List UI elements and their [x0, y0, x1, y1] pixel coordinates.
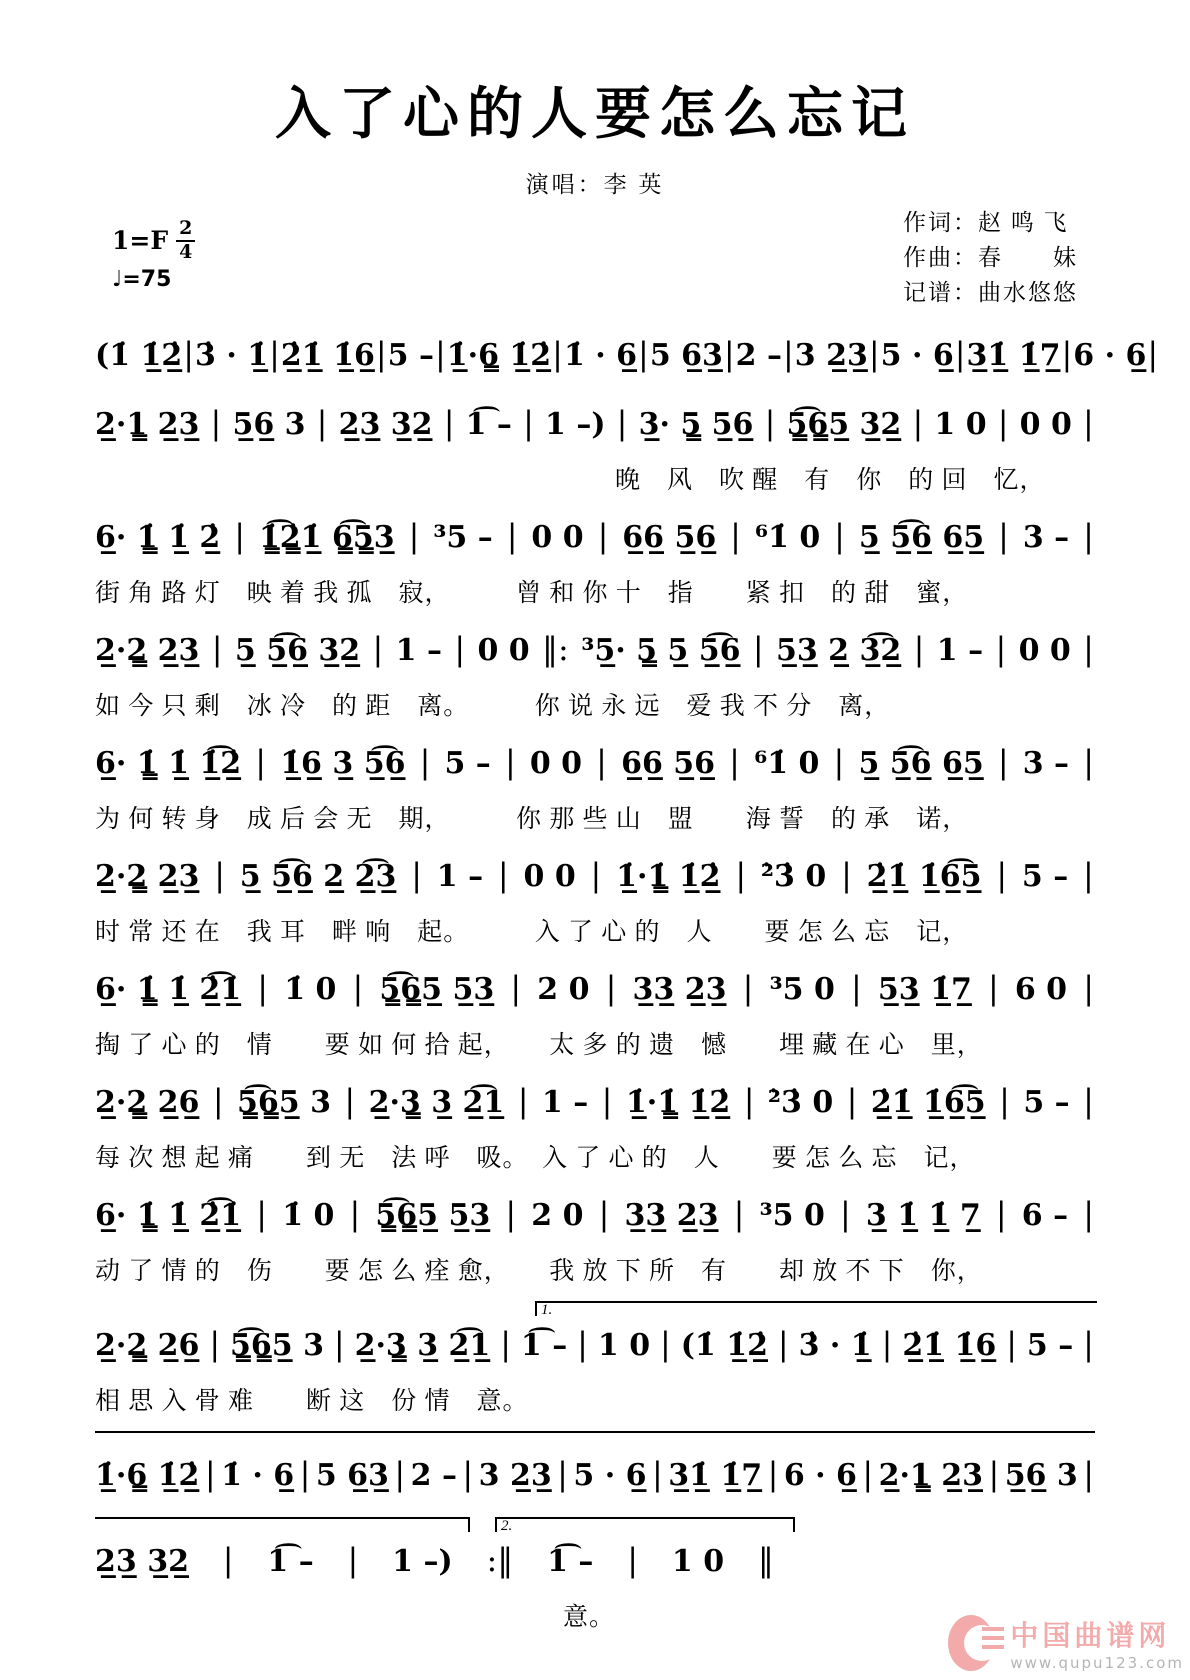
measure: 1̳̇͡2̳̇1̲̇ 6̳͡5̳3̲: [258, 520, 395, 555]
measure: 1̲̇6̲ 3̲ 5̲͡6̲: [280, 746, 406, 781]
volta-1-label: 1.: [541, 1302, 553, 1318]
measure: 6̲· 1̳̇ 1̲̇ 2̲̇͡1̲̇: [95, 972, 242, 1007]
measure: 2̲̇1̲̇ 1̲̇6̲: [280, 338, 375, 373]
measure: 2̲̇1̲̇ 1̲̇6̲͡5̲: [866, 859, 982, 894]
measure: 0 0: [523, 859, 576, 894]
lyrics-line: 晚 风 吹 醒 有 你 的 回 忆，: [95, 467, 1046, 494]
barline: |: [996, 856, 1008, 894]
barline: |: [638, 335, 649, 373]
barline: |: [333, 1325, 345, 1363]
barline: |: [214, 856, 225, 894]
barline: |: [316, 404, 328, 442]
measure: 1̇ · 6̲: [221, 1458, 295, 1493]
barline: |: [601, 1082, 613, 1120]
lyricist-credit: 作词：赵 鸣 飞: [903, 210, 1069, 235]
lyrics-line: 掏 了 心 的 情 要 如 何 拾 起， 太 多 的 遗 憾 埋 藏 在 心 里，: [95, 1032, 983, 1059]
measure: 6̲· 1̳̇ 1̲̇ 1̲̇͡2̲̇: [95, 746, 242, 781]
barline: ‖:: [542, 630, 569, 668]
notation-line: [95, 1455, 1095, 1511]
barline: |: [651, 1455, 663, 1493]
barline: |: [1083, 856, 1094, 894]
measure: 1 –: [395, 633, 442, 668]
measure: 0 0: [529, 746, 583, 781]
notation-line: [95, 969, 1095, 1025]
barline: |: [767, 1455, 779, 1493]
qupu123-logo-icon: [948, 1615, 1004, 1671]
notation-line: [95, 630, 1095, 686]
singer-credit: 演唱：李 英: [525, 172, 665, 197]
measure: 1̇ 0: [282, 1198, 335, 1233]
notation-line: [95, 1082, 1095, 1138]
notation-line: [95, 1541, 775, 1597]
barline: |: [660, 1325, 671, 1363]
notation-line: [95, 743, 1095, 799]
barline: |: [1083, 1082, 1094, 1120]
measure: 2̲·2̳ 2̲3̲: [95, 633, 200, 668]
music-system: [95, 1195, 1095, 1295]
barline: |: [577, 1325, 588, 1363]
measure: 1͡ –: [267, 1544, 314, 1579]
barline: |: [209, 1325, 221, 1363]
barline: |: [504, 743, 516, 781]
measure: 1 –: [541, 1085, 589, 1120]
measure: 5̳͡6̳5̲ 3: [230, 1328, 324, 1363]
music-system: [95, 1082, 1095, 1182]
measure: ³5 0: [769, 972, 835, 1007]
barline: |: [443, 404, 455, 442]
measure: 2 0: [531, 1198, 584, 1233]
barline: |: [256, 1195, 268, 1233]
measure: 2̲·2̳ 2̲6̲: [95, 1328, 200, 1363]
measure: 1̲̇·1̳̇ 1̲̇2̲̇: [616, 859, 721, 894]
barline: |: [394, 1455, 406, 1493]
barline: |: [998, 517, 1009, 555]
measure: ³5̲· 5̳ 5̲ 5̲͡6̲: [581, 633, 741, 668]
measure: 2̲̇1̲̇ 1̲̇6̲: [902, 1328, 997, 1363]
music-system: [95, 969, 1095, 1069]
barline: |: [997, 404, 1009, 442]
barline: |: [497, 856, 509, 894]
measure: 5 6̲3̲: [315, 1458, 389, 1493]
measure: 3 2̲3̲: [478, 1458, 552, 1493]
barline: |: [729, 743, 740, 781]
measure: ³5 –: [433, 520, 493, 555]
music-system: [95, 517, 1095, 617]
measure: 3̲ 1̲̇ 1̲̇ 7̲: [865, 1198, 981, 1233]
measure: 0 0: [1019, 407, 1072, 442]
measure: 3 2̲3̲: [794, 338, 868, 373]
notation-line: [95, 517, 1095, 573]
time-signature-denominator: 4: [179, 241, 193, 263]
barline: |: [204, 1455, 216, 1493]
barline: |: [1083, 1455, 1094, 1493]
music-system: [95, 335, 1159, 391]
measure: 5 6̲3̲: [649, 338, 723, 373]
notation-line: [95, 404, 1095, 460]
barline: |: [752, 630, 764, 668]
measure: 6 · 6̲: [1073, 338, 1147, 373]
music-system: [95, 630, 1095, 730]
music-system: [95, 1302, 1095, 1425]
barline: |: [462, 1455, 474, 1493]
barline: |: [1083, 1325, 1094, 1363]
measure: 5̲ 5̲͡6̲ 2̲ 2̲͡3̲: [239, 859, 397, 894]
measure: 1 0: [597, 1328, 651, 1363]
music-system: [95, 1455, 1095, 1511]
measure: 5̲ 5̲͡6̲ 6̲5̲: [858, 746, 984, 781]
measure: 5̲3̲ 2̲ 3̲͡2̲: [775, 633, 902, 668]
barline: |: [881, 1325, 893, 1363]
measure: ⁶1̇ 0: [754, 520, 821, 555]
measure: 5 –: [387, 338, 434, 373]
barline: |: [995, 1195, 1007, 1233]
barline: |: [597, 517, 609, 555]
barline: ‖: [757, 1541, 774, 1579]
measure: 3̲3̲ 2̲3̲: [624, 1198, 719, 1233]
measure: 3̇ · 1̲̇: [195, 338, 269, 373]
barline: |: [995, 630, 1007, 668]
measure: 0 0: [531, 520, 584, 555]
barline: |: [1083, 517, 1094, 555]
barline: |: [997, 743, 1009, 781]
measure: 2 –: [410, 1458, 457, 1493]
measure: 1 0: [671, 1544, 725, 1579]
measure: 5 · 6̲: [573, 1458, 647, 1493]
barline: |: [557, 1455, 568, 1493]
barline: |: [183, 335, 195, 373]
barline: |: [1083, 1195, 1094, 1233]
barline: |: [850, 969, 862, 1007]
measure: 2 –: [735, 338, 782, 373]
measure: 1͡ –: [547, 1544, 594, 1579]
measure: 3 –: [1022, 520, 1070, 555]
measure: 6 0: [1014, 972, 1068, 1007]
measure: 0 0: [477, 633, 530, 668]
notation-line: [95, 1195, 1095, 1251]
lyrics-line: 街 角 路 灯 映 着 我 孤 寂， 曾 和 你 十 指 紧 扣 的 甜 蜜，: [95, 580, 969, 607]
measure: 2 0: [537, 972, 590, 1007]
music-system: [95, 856, 1095, 956]
barline: |: [211, 630, 223, 668]
measure: 2̲·3̳ 3̲ 2̲͡1̲: [354, 1328, 491, 1363]
barline: |: [234, 517, 245, 555]
barline: |: [1083, 969, 1094, 1007]
measure: 1͡ –: [465, 407, 512, 442]
music-system: [95, 404, 1095, 504]
lyrics-line: 为 何 转 身 成 后 会 无 期， 你 那 些 山 盟 海 誓 的 承 诺，: [95, 806, 969, 833]
barline: |: [862, 1455, 874, 1493]
barline: |: [505, 1195, 517, 1233]
barline: :‖: [486, 1541, 514, 1579]
measure: ²̇3̇ 0: [760, 859, 827, 894]
barline: |: [846, 1082, 858, 1120]
measure: 5̲ 5̲͡6̲ 6̲5̲: [858, 520, 985, 555]
key-label: 1=F: [112, 226, 169, 255]
barline: |: [783, 335, 794, 373]
barline: |: [742, 969, 754, 1007]
barline: |: [1147, 335, 1159, 373]
barline: |: [510, 969, 522, 1007]
barline: |: [764, 404, 776, 442]
measure: 6̲· 1̳̇ 1̲̇ 2̲̇͡1̲̇: [95, 1198, 242, 1233]
measure: 3̇ · 1̲̇: [798, 1328, 872, 1363]
measure: 5̲6̲ 3: [1004, 1458, 1078, 1493]
notation-line: [95, 335, 1159, 391]
credits-block: [903, 205, 1078, 310]
measure: 2̲3̲ 3̲2̲: [95, 1544, 189, 1579]
notation-line: [95, 1325, 1095, 1381]
volta-continuation-line: [95, 1431, 1095, 1446]
barline: |: [1006, 1325, 1017, 1363]
measure: 2̲·2̳ 2̲3̲: [95, 859, 200, 894]
barline: |: [375, 335, 387, 373]
measure: 5 –: [444, 746, 491, 781]
measure: (1̇ 1̲̇2̲̇: [95, 338, 183, 373]
barline: |: [743, 1082, 755, 1120]
barline: |: [1082, 404, 1094, 442]
barline: |: [954, 335, 966, 373]
measure: 6 · 6̲: [783, 1458, 857, 1493]
barline: |: [212, 1082, 224, 1120]
barline: |: [517, 1082, 529, 1120]
measure: ⁶1̇ 0: [754, 746, 820, 781]
measure: 3̲1̲̇ 1̲̇7̲: [966, 338, 1061, 373]
barline: |: [344, 1082, 356, 1120]
barline: |: [408, 517, 420, 555]
barline: |: [506, 517, 518, 555]
volta-bracket-2: [495, 1517, 795, 1532]
barline: |: [777, 1325, 789, 1363]
music-system: [95, 1518, 1095, 1641]
lyrics-line: 每 次 想 起 痛 到 无 法 呼 吸。 入 了 心 的 人 要 怎 么 忘 记，: [95, 1145, 976, 1172]
measure: 1̲̇·6̳ 1̲̇2̲̇: [446, 338, 552, 373]
barline: |: [834, 517, 845, 555]
measure: 1̇ · 6̲: [563, 338, 638, 373]
barline: |: [269, 335, 280, 373]
watermark-site-name: 中国曲谱网: [1010, 1621, 1171, 1652]
measure: 6̲6̲ 5̲6̲: [622, 520, 717, 555]
barline: |: [833, 743, 845, 781]
measure: 5 –: [1021, 859, 1069, 894]
lyrics-line: 相 思 入 骨 难 断 这 份 情 意。: [95, 1388, 529, 1415]
measure: 1͡ –: [520, 1328, 568, 1363]
barline: |: [999, 1082, 1010, 1120]
barline: |: [419, 743, 431, 781]
barline: |: [1061, 335, 1073, 373]
barline: |: [1083, 630, 1094, 668]
composer-credit: 作曲：春 妹: [903, 245, 1078, 270]
measure: 1 –): [545, 407, 606, 442]
barline: |: [627, 1541, 639, 1579]
key-signature: [112, 219, 195, 262]
music-system: [95, 743, 1095, 843]
barline: |: [605, 969, 617, 1007]
measure: 6̲· 1̳̇ 1̲̇ 2̲̇: [95, 520, 221, 555]
time-signature: [176, 219, 195, 262]
barline: |: [1083, 743, 1094, 781]
barline: |: [735, 856, 747, 894]
measure: 2̲·3̳ 3̲ 2̲͡1̲: [368, 1085, 505, 1120]
barline: |: [913, 630, 925, 668]
measure: 3̲1̲̇ 1̲̇7̲: [668, 1458, 763, 1493]
measure: 0 0: [1018, 633, 1071, 668]
barline: |: [210, 404, 222, 442]
measure: ²̇3̇ 0: [767, 1085, 834, 1120]
barline: |: [500, 1325, 511, 1363]
measure: 5̲3̲ 1̲̇7̲: [877, 972, 972, 1007]
measure: 1 –: [936, 633, 984, 668]
barline: |: [299, 1455, 311, 1493]
barline: |: [596, 743, 607, 781]
measure: 2̲̇1̲̇ 1̲̇6̲͡5̲: [870, 1085, 986, 1120]
measure: 5̲6̲ 3: [232, 407, 306, 442]
watermark-site-url: www.qupu123.com: [1010, 1654, 1184, 1672]
measure: 1 0: [934, 407, 987, 442]
measure: 6 –: [1021, 1198, 1069, 1233]
barline: |: [839, 1195, 851, 1233]
measure: 1 –): [392, 1544, 453, 1579]
barline: |: [552, 335, 563, 373]
barline: |: [255, 743, 267, 781]
barline: |: [733, 1195, 745, 1233]
barline: |: [372, 630, 384, 668]
song-title: 入了心的人要怎么忘记: [275, 84, 915, 146]
measure: 5̳͡6̳5̲ 3̲2̲: [786, 407, 902, 442]
meta-row: [112, 205, 1078, 323]
measure: 5̳͡6̳5̲ 3: [237, 1085, 331, 1120]
measure: 5̲ 5̲͡6̲ 3̲2̲: [234, 633, 361, 668]
barline: |: [598, 1195, 610, 1233]
measure: 6̲6̲ 5̲6̲: [621, 746, 716, 781]
measure: 1 –: [436, 859, 484, 894]
measure: (1̇ 1̲̇2̲̇: [680, 1328, 768, 1363]
measure: 3̲· 5̳ 5̲6̲: [638, 407, 754, 442]
lyrics-line: 如 今 只 剩 冰 冷 的 距 离。 你 说 永 远 爱 我 不 分 离，: [95, 693, 891, 720]
measure: 3 –: [1022, 746, 1070, 781]
site-watermark: [948, 1614, 1184, 1672]
measure: 1̲̇·1̳̇ 1̲̇2̲̇: [625, 1085, 731, 1120]
measure: 1̇ 0: [284, 972, 337, 1007]
notation-line: [95, 856, 1095, 912]
barline: |: [411, 856, 422, 894]
barline: |: [352, 969, 364, 1007]
lyrics-line: 意。: [95, 1604, 616, 1631]
measure: 3̲3̲ 2̲3̲: [632, 972, 727, 1007]
barline: |: [523, 404, 534, 442]
barline: |: [434, 335, 446, 373]
barline: |: [222, 1541, 234, 1579]
measure: 5 –: [1026, 1328, 1074, 1363]
measure: 2̲3̲ 3̲2̲: [338, 407, 433, 442]
measure: 1̲̇·6̳ 1̲̇2̲̇: [95, 1458, 200, 1493]
measure: 5 · 6̲: [880, 338, 954, 373]
lyrics-line: 时 常 还 在 我 耳 畔 响 起。 入 了 心 的 人 要 怎 么 忘 记，: [95, 919, 969, 946]
measure: 5 –: [1023, 1085, 1070, 1120]
measure: 2̲·1̳ 2̲3̲: [878, 1458, 983, 1493]
volta-2-label: 2.: [501, 1518, 513, 1534]
barline: |: [868, 335, 880, 373]
lyrics-line: 动 了 情 的 伤 要 怎 么 痊 愈， 我 放 下 所 有 却 放 不 下 你，: [95, 1258, 983, 1285]
tempo-marking: ♩=75: [112, 267, 172, 292]
barline: |: [723, 335, 735, 373]
transcriber-credit: 记谱：曲水悠悠: [903, 280, 1078, 305]
measure: 2̲·2̳ 2̲6̲: [95, 1085, 200, 1120]
barline: |: [347, 1541, 359, 1579]
barline: |: [988, 1455, 1000, 1493]
measure: ³5 0: [759, 1198, 825, 1233]
time-signature-numerator: 2: [176, 219, 195, 242]
measure: 5̳͡6̳5̲ 5̲3̲: [379, 972, 495, 1007]
barline: |: [841, 856, 852, 894]
barline: |: [349, 1195, 361, 1233]
volta-bracket-1-end: [95, 1517, 470, 1532]
measure: 2̲·1̳ 2̲3̲: [95, 407, 200, 442]
barline: |: [730, 517, 741, 555]
barline: |: [912, 404, 924, 442]
barline: |: [454, 630, 466, 668]
measure: 5̳͡6̳5̲ 5̲3̲: [375, 1198, 491, 1233]
barline: |: [616, 404, 628, 442]
barline: |: [590, 856, 602, 894]
barline: |: [257, 969, 269, 1007]
volta-bracket-1: [535, 1301, 1097, 1316]
barline: |: [987, 969, 999, 1007]
